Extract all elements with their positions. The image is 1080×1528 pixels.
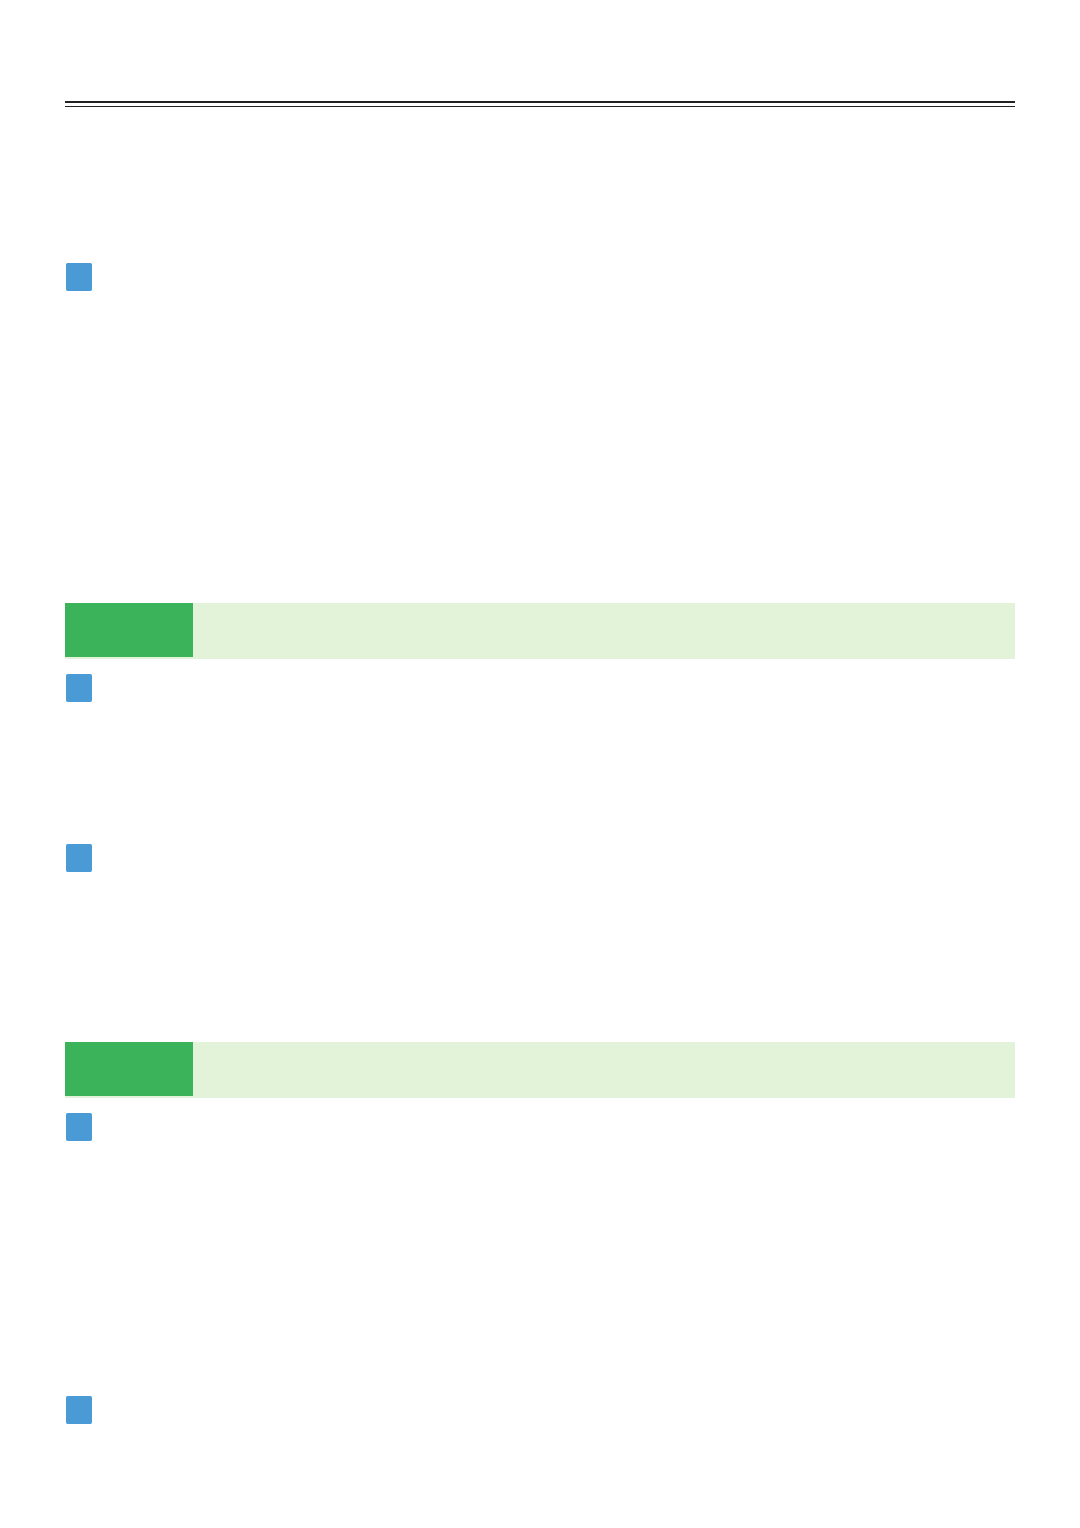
unit-tag <box>65 1042 193 1096</box>
unit-banner <box>65 1042 1015 1098</box>
section-number-badge <box>66 1396 92 1424</box>
unit-banner <box>65 603 1015 659</box>
unit-tag <box>65 603 193 657</box>
header-rule-thin <box>65 106 1015 107</box>
section-title-recognize <box>66 1113 96 1141</box>
section-title-write <box>66 1396 96 1424</box>
section-number-badge <box>66 674 92 702</box>
section-title-words <box>66 263 96 291</box>
unit-name <box>193 1042 1015 1098</box>
section-number-badge <box>66 844 92 872</box>
unit-name <box>193 603 1015 659</box>
header-rule <box>65 101 1015 103</box>
section-title-recognize <box>66 674 96 702</box>
section-number-badge <box>66 1113 92 1141</box>
section-title-write <box>66 844 96 872</box>
section-number-badge <box>66 263 92 291</box>
